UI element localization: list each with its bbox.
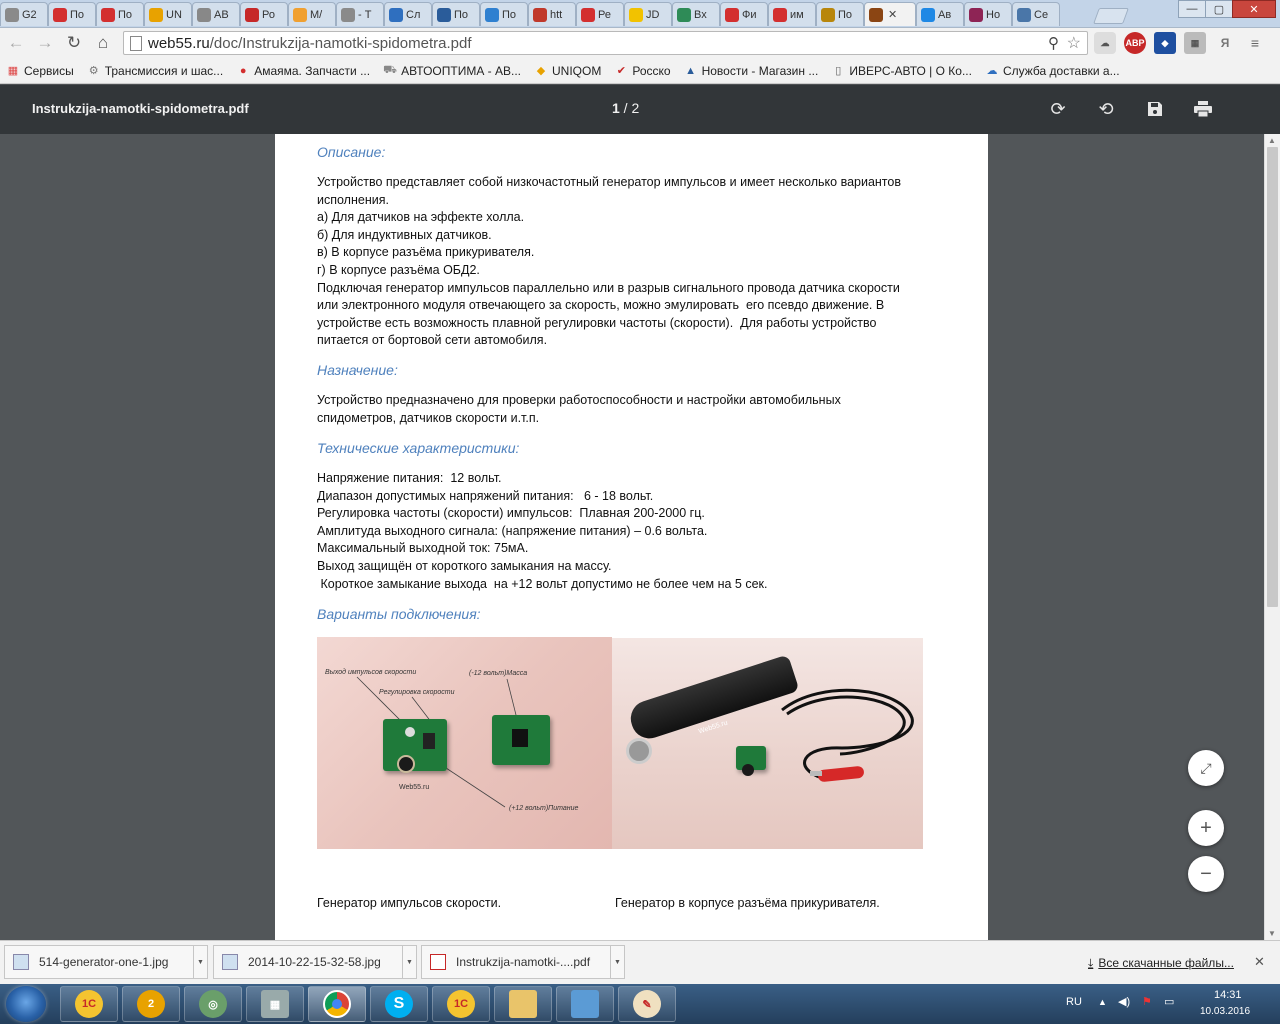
heading-specs: Технические характеристики: [317,440,520,456]
image-file-icon [13,954,29,970]
extension-icons [1094,31,1274,55]
browser-tab[interactable] [48,2,96,26]
download-item-2[interactable] [213,945,417,979]
browser-tab[interactable] [192,2,240,26]
language-indicator[interactable]: RU [1066,996,1082,1008]
text-line: устройстве есть возможность плавной регулировки частоты (скорости). Для работы устройство [317,315,877,330]
fit-page-button[interactable]: ⤢ [1188,750,1224,786]
image-file-icon [222,954,238,970]
bookmark-item[interactable] [236,64,370,78]
shield-icon[interactable]: ◆ [1154,32,1176,54]
tab-label: М/ [310,8,323,21]
browser-tab[interactable] [240,2,288,26]
save-icon[interactable] [1143,97,1167,121]
mountain-icon: ▲ [685,64,697,77]
rotate-counterclockwise-icon[interactable]: ⟲ [1098,98,1114,119]
text-line: Выход защищён от короткого замыкания на массу. [317,558,612,573]
generator-board [383,719,447,771]
bookmarks-bar [0,58,1280,84]
abp-icon[interactable]: ABP [1124,32,1146,54]
browser-tab[interactable] [96,2,144,26]
tray-up-icon[interactable]: ▲ [1098,997,1107,1007]
flag-icon[interactable]: ⚑ [1142,996,1152,1008]
windows-taskbar [0,984,1280,1024]
text-line: Диапазон допустимых напряжений питания: 6 - 18 вольт. [317,488,654,503]
total-pages: 2 [631,100,640,116]
close-tab-icon[interactable]: ✕ [888,9,898,21]
purpose-text [317,392,957,427]
page-indicator[interactable] [612,100,639,116]
text-line: Подключая генератор импульсов параллельно или в разрыв сигнального провода датчика скорости [317,280,900,295]
text-line: в) В корпусе разъёма прикуривателя. [317,245,535,260]
text-line: а) Для датчиков на эффекте холла. [317,210,525,225]
window-controls [1179,0,1276,18]
back-button[interactable]: ← [7,33,25,52]
download-bar [0,940,1280,984]
phi-icon [921,8,935,22]
browser-tab[interactable] [916,2,964,26]
scrollbar-thumb[interactable] [1267,147,1278,607]
redbadge-icon [101,8,115,22]
caption-generator: Генератор импульсов скорости. [317,896,502,910]
redbadge-icon: ● [239,64,247,77]
pdf-title: Instrukzija-namotki-spidometra.pdf [32,101,249,116]
new-tab-button[interactable] [1093,8,1129,24]
vertical-scrollbar[interactable] [1264,134,1280,940]
cloud-icon[interactable]: ☁ [1094,32,1116,54]
gear-icon [341,8,355,22]
yandex-icon [773,8,787,22]
plug-tip [626,738,652,764]
text-line: Устройство предназначено для проверки работоспособности и настройки автомобильных [317,393,841,407]
page-icon [130,36,142,51]
cart-icon: ⛟ [383,63,398,76]
jd-icon [629,8,643,22]
capacitor-small [742,764,754,776]
text-line: б) Для индуктивных датчиков. [317,227,492,242]
bookmark-item[interactable] [6,64,74,78]
tab-bar [0,0,1280,28]
reload-button[interactable]: ↻ [66,33,82,52]
bookmark-label: Служба доставки а... [1002,63,1120,78]
browser-tab[interactable] [480,2,528,26]
search-icon[interactable]: ⚲ [1048,35,1059,52]
start-button[interactable] [6,986,46,1022]
pdf-toolbar [0,85,1280,134]
current-page[interactable]: 1 [612,100,620,116]
bookmark-label: АВТООПТИМА - АВ... [401,63,522,78]
pdf-file-icon [430,954,446,970]
bookmark-label: Сервисы [24,63,74,78]
taskbar-paint-icon[interactable]: ✎ [618,986,676,1022]
d-icon [969,8,983,22]
tab-label: По [454,8,469,21]
browser-tab[interactable] [864,2,916,26]
heading-variants: Варианты подключения: [317,606,481,622]
rotate-clockwise-icon[interactable]: ⟳ [1050,98,1066,119]
download-filename: Instrukzija-namotki-....pdf [456,955,591,969]
generator-board-back [492,715,550,765]
taskbar-chrome-icon[interactable] [308,986,366,1022]
tab-label: JD [646,8,660,21]
lighter-generator-photo [612,638,923,849]
bookmark-label: Росско [632,63,671,78]
key-icon [821,8,835,22]
network-icon[interactable]: ▭ [1164,996,1175,1008]
tab-label: htt [550,8,563,21]
taskbar-calculator-icon[interactable]: ▦ [246,986,304,1022]
bookmark-item[interactable] [684,64,819,78]
tab-label: G2 [22,8,37,21]
tab-label: По [70,8,85,21]
bookmark-item[interactable] [383,64,521,78]
bookmark-label: ИВЕРС-АВТО | О Ко... [849,63,972,78]
ea-icon [533,8,547,22]
clock-date[interactable]: 10.03.2016 [1200,1006,1251,1017]
browser-tab[interactable] [384,2,432,26]
taskbar-folder-icon[interactable] [494,986,552,1022]
browser-tab[interactable] [768,2,816,26]
taskbar-1c2-icon[interactable]: 2 [122,986,180,1022]
tab-label: По [502,8,517,21]
cloud-icon [389,8,403,22]
chevron-down-icon[interactable]: ▼ [402,946,416,978]
text-line: г) В корпусе разъёма ОБД2. [317,262,480,277]
label-power: (+12 вольт)Питание [509,805,579,812]
bookmark-item[interactable] [985,64,1120,78]
clock-time[interactable]: 14:31 [1214,989,1242,1001]
tab-label: По [838,8,853,21]
tab-label: Вх [694,8,707,21]
text-line: Напряжение питания: 12 вольт. [317,471,502,485]
bookmark-item[interactable] [534,64,601,78]
text-line: Устройство представляет собой низкочастотный генератор импульсов и имеет несколько вариантов [317,175,901,189]
mountain-icon [437,8,451,22]
pdf-page [275,134,988,940]
arrow-icon [725,8,739,22]
minimize-button[interactable]: — [1178,0,1206,18]
tab-label: Ав [938,8,952,21]
maximize-button[interactable]: ▢ [1205,0,1233,18]
taskbar-skype-icon[interactable]: S [370,986,428,1022]
capacitor [397,755,415,773]
caption-lighter: Генератор в корпусе разъёма прикуривателя. [615,896,880,910]
yandex-icon[interactable]: Я [1220,36,1230,50]
browser-tab[interactable] [432,2,480,26]
text-line: исполнения. [317,192,389,207]
taskbar-1c-icon[interactable]: 1С [60,986,118,1022]
close-download-bar-icon[interactable]: ✕ [1254,954,1265,969]
3d-icon [485,8,499,22]
browser-tab[interactable] [144,2,192,26]
download-icon: ⤓ [1088,956,1094,970]
browser-tab[interactable] [336,2,384,26]
heading-description: Описание: [317,144,386,160]
browser-tab[interactable] [576,2,624,26]
label-output: Выход импульсов скорости [325,669,417,676]
text-line: Регулировка частоты (скорости) импульсов: Плавная 200-2000 гц. [317,506,705,521]
url-text: web55.ru/doc/Instrukzija-namotki-spidometra.pdf [148,34,472,52]
page-separator: / [619,100,632,116]
chevron-down-icon[interactable]: ▼ [193,946,207,978]
tab-label: АВ [214,8,229,21]
bookmark-label: Амаяма. Запчасти ... [254,63,371,78]
text-line: спидометров, датчиков скорости и.т.п. [317,410,540,425]
browser-tab[interactable] [720,2,768,26]
browser-tab[interactable] [1012,2,1060,26]
tab-label: Ро [262,8,275,21]
apps-icon: ▦ [7,65,19,77]
mk-icon [293,8,307,22]
menu-icon[interactable]: ≡ [1250,35,1260,51]
text-line: Короткое замыкание выхода на +12 вольт допустимо не более чем на 5 сек. [317,576,768,591]
generator-photo [317,637,612,849]
cart-icon [197,8,211,22]
volume-icon[interactable]: ◀) [1118,996,1131,1008]
checkmark-icon: ✔ [616,65,626,77]
puzzle-icon[interactable]: ▦ [1184,32,1206,54]
text-line: или электронного модуля отвечающего за скорость, можно эмулировать его псевдо движение. В [317,298,885,313]
bookmark-label: Трансмиссия и шас... [104,63,224,78]
label-brand-plug: Web55.ru [697,719,729,736]
home-button[interactable]: ⌂ [97,33,109,52]
uniqom-icon [149,8,163,22]
taskbar-1c-icon[interactable]: 1С [432,986,490,1022]
browser-tab[interactable] [964,2,1012,26]
text-line: питается от бортовой сети автомобиля. [317,333,548,348]
browser-tab[interactable] [624,2,672,26]
tab-label: Фи [742,8,757,21]
taskbar-photo-viewer-icon[interactable] [556,986,614,1022]
browser-tab[interactable] [816,2,864,26]
label-brand: Web55.ru [399,784,430,791]
star-icon[interactable]: ☆ [1066,35,1081,52]
address-bar[interactable] [123,31,1088,55]
browser-tab[interactable] [0,2,48,26]
zoom-in-button[interactable]: + [1188,810,1224,846]
page-icon: ▯ [835,65,842,77]
tab-label: Сл [406,8,421,21]
show-all-downloads-link[interactable] [1088,956,1234,971]
tab-label: Се [1034,8,1049,21]
checkmark-icon [245,8,259,22]
vk-icon [1017,8,1031,22]
pdf-viewer[interactable] [0,134,1264,940]
close-window-button[interactable]: ✕ [1232,0,1276,18]
browser-tab[interactable] [672,2,720,26]
tab-label: По [118,8,133,21]
forward-button[interactable]: → [36,33,54,52]
tab-label: - Т [358,8,372,21]
tab-label: им [790,8,804,21]
scroll-up-icon[interactable]: ▲ [1268,136,1276,145]
gear-icon: ⚙ [88,65,99,77]
tab-label: Но [986,8,1001,21]
text-line: Амплитуда выходного сигнала: (напряжение питания) – 0.6 вольта. [317,523,708,538]
zoom-out-button[interactable]: − [1188,856,1224,892]
tab-strip [0,2,1060,28]
label-mass: (-12 вольт)Масса [469,670,528,677]
browser-tab[interactable] [528,2,576,26]
scroll-down-icon[interactable]: ▼ [1268,929,1276,938]
key-icon [869,8,883,22]
bookmark-label: Новости - Магазин ... [701,63,819,78]
gear-icon [5,8,19,22]
browser-tab[interactable] [288,2,336,26]
bookmark-item[interactable] [614,64,670,78]
show-all-label: Все скачанные файлы... [1098,956,1234,970]
description-text [317,174,957,350]
mail-icon [677,8,691,22]
redbadge-icon [53,8,67,22]
print-icon[interactable] [1191,97,1215,121]
label-regulation: Регулировка скорости [379,689,455,696]
tab-label: UN [166,8,182,21]
download-item-1[interactable] [4,945,208,979]
target-icon [581,8,595,22]
bookmark-label: UNIQOM [552,63,602,78]
bookmark-item[interactable] [831,64,972,78]
chevron-down-icon[interactable]: ▼ [610,946,624,978]
text-line: Максимальный выходной ток: 75мА. [317,541,529,556]
cloud-icon: ☁ [986,65,998,77]
tab-label: Ре [598,8,611,21]
download-filename: 514-generator-one-1.jpg [39,955,169,969]
specs-text [317,470,957,593]
bookmark-item[interactable] [87,64,223,78]
download-filename: 2014-10-22-15-32-58.jpg [248,955,381,969]
uniqom-icon: ◆ [536,65,546,77]
heading-purpose: Назначение: [317,362,398,378]
clip-tip [810,771,822,776]
taskbar-spiral-icon[interactable]: ◎ [184,986,242,1022]
download-item-3[interactable] [421,945,625,979]
